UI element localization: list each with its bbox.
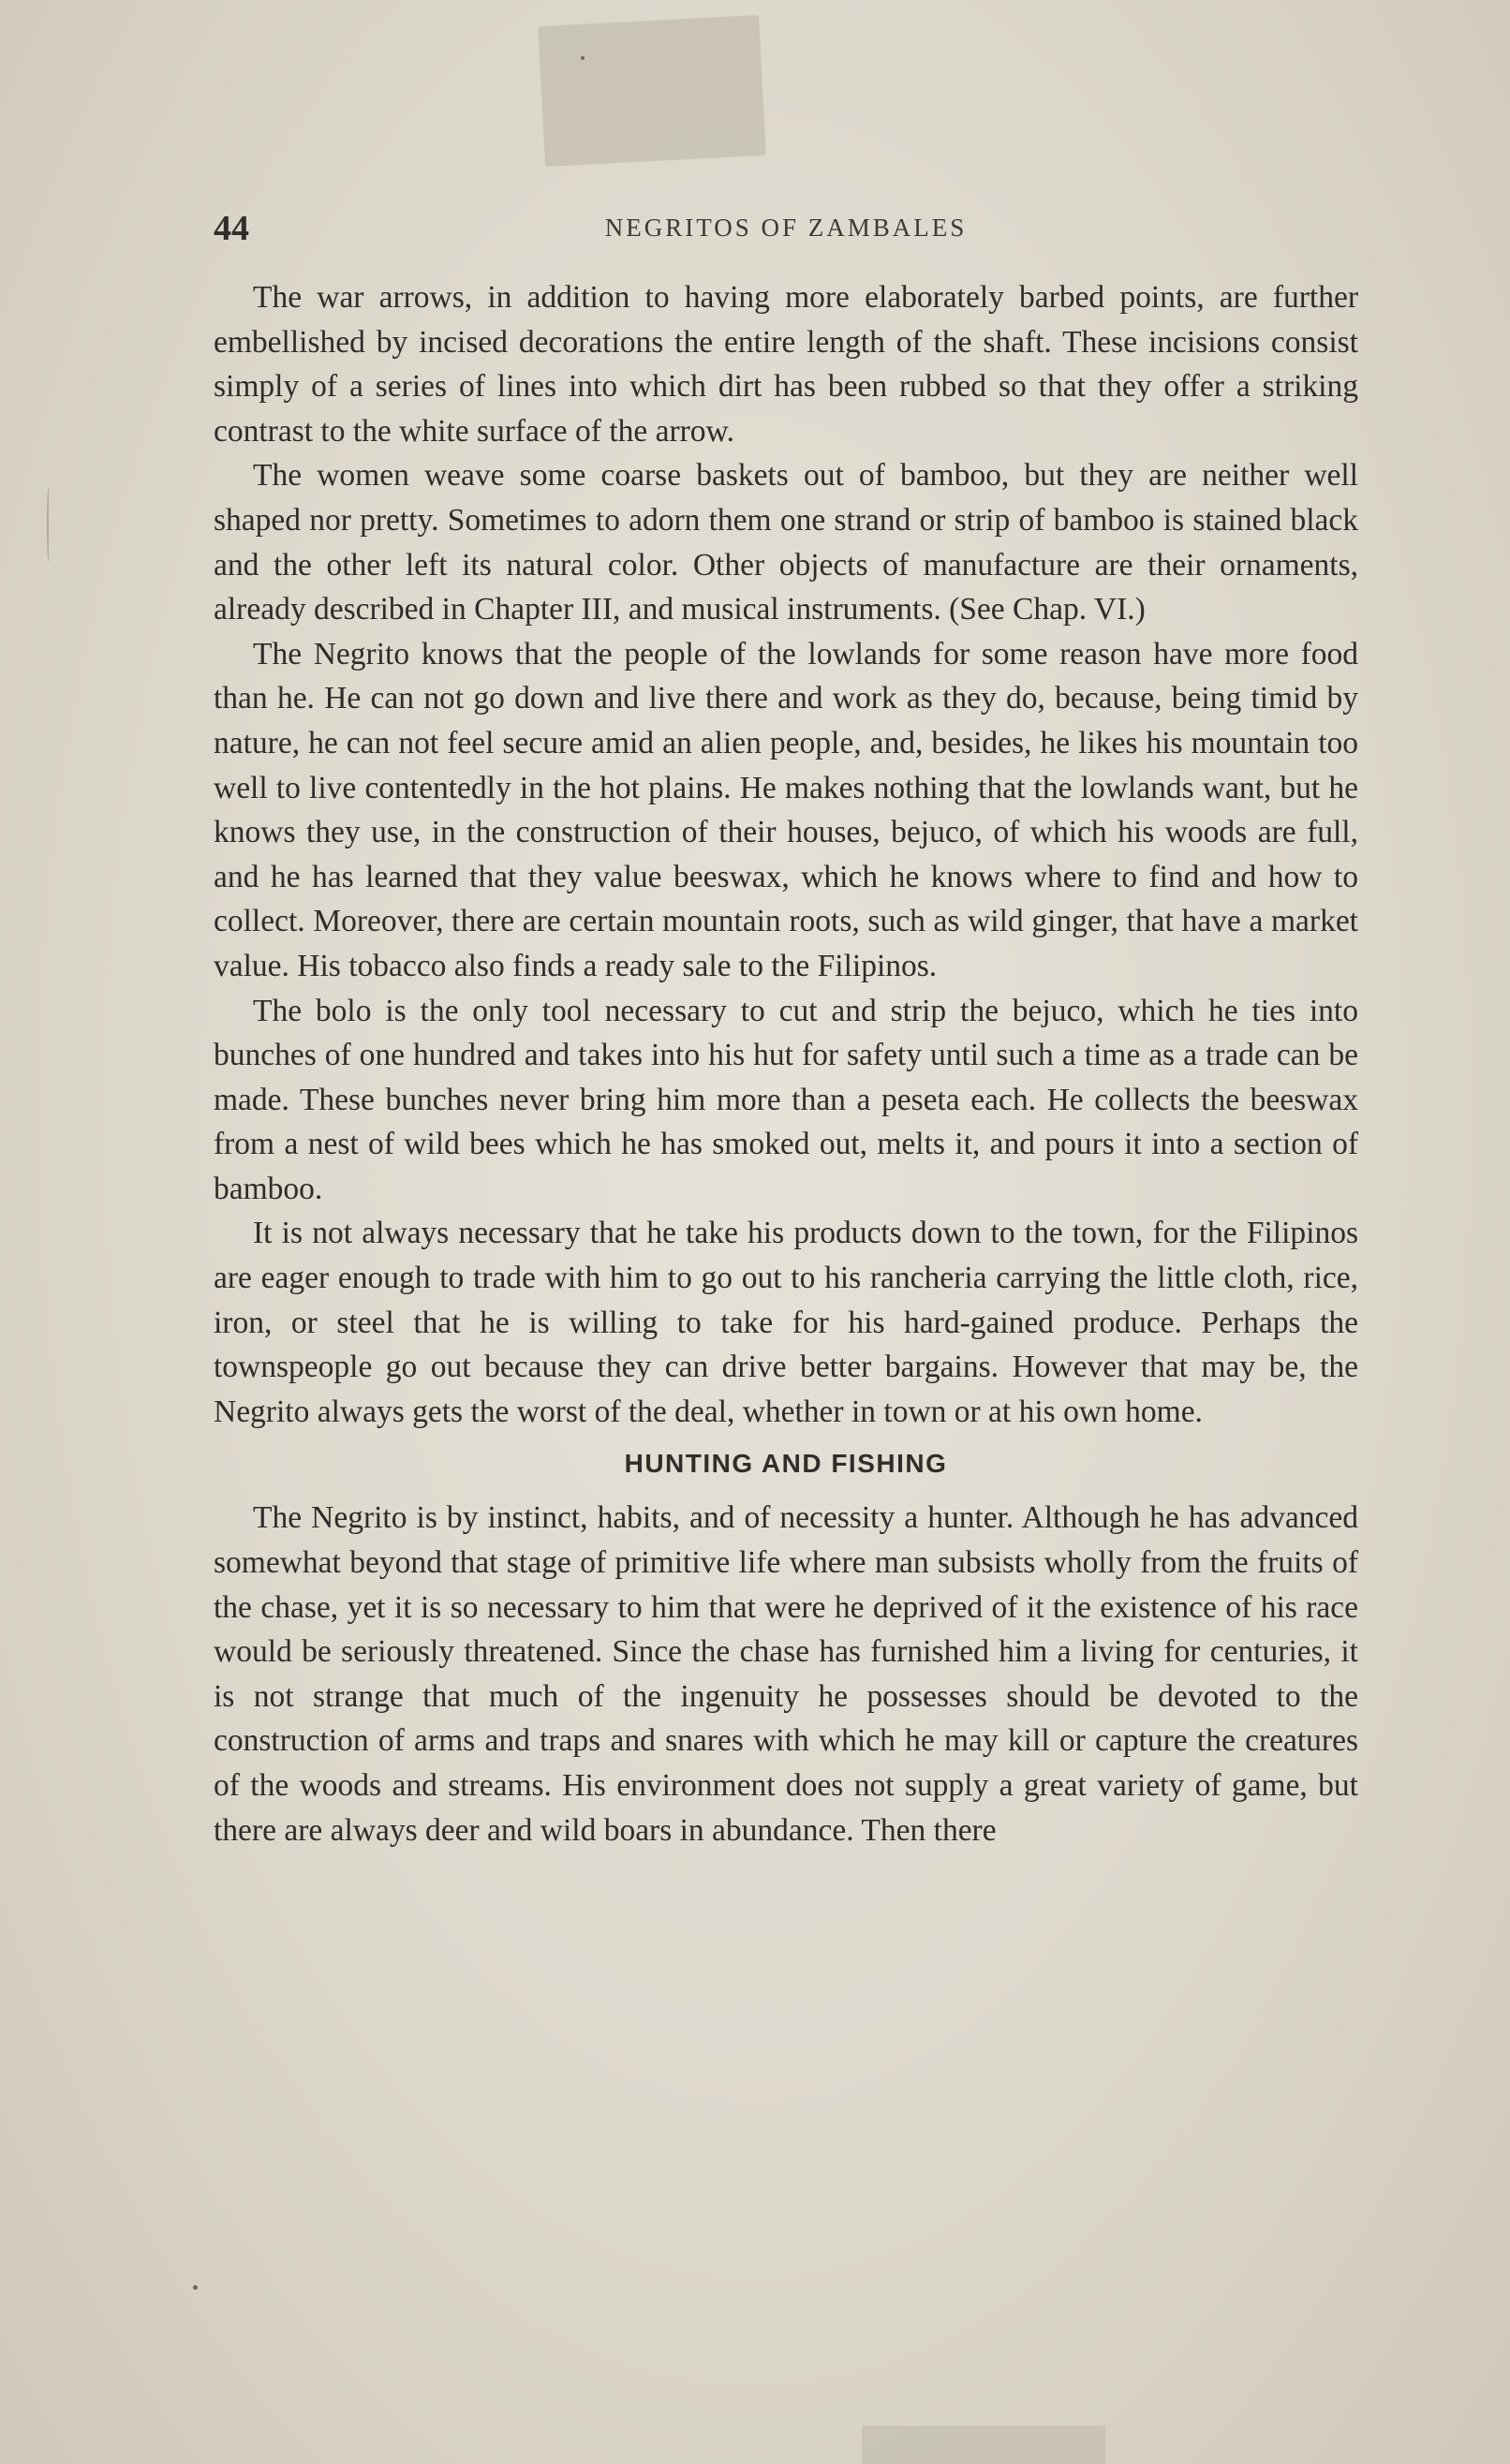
paragraph: The war arrows, in addition to having more elaborately barbed points, are further embellished by incised decorations the entire length of the shaft. These incisions consist simply of a series of lines into which dirt has been rubbed so that they offer a striking contrast to the white surface of the arrow.: [214, 280, 1358, 449]
tape-remnant-bottom: [862, 2426, 1105, 2464]
ink-speck: [581, 56, 585, 60]
paragraph: It is not always necessary that he take his products down to the town, for the Filipinos are eager enough to trade with him to go out to his rancheria carrying the little cloth, rice, iron, or steel that he is willing to take for his hard-gained produce. Perhaps the townspeople go out because they can drive better bargains. However that may be, the Negrito always gets the worst of the deal, whether in town or at his own home.: [214, 1216, 1358, 1429]
paragraph: The Negrito knows that the people of the lowlands for some reason have more food than he. He can not go down and live there and work as they do, because, being timid by nature, he can not feel secure amid an alien people, and, besides, he likes his mountain too well to live contentedly in the hot plains. He makes nothing that the lowlands want, but he knows they use, in the construction of their houses, bejuco, of which his woods are full, and he has learned that they value beeswax, which he knows where to find and how to collect. Moreover, there are certain mountain roots, such as wild ginger, that have a market value. His tobacco also finds a ready sale to the Filipinos.: [214, 636, 1358, 983]
page-header: [214, 208, 1358, 248]
paragraph: The women weave some coarse baskets out of bamboo, but they are neither well shaped nor pretty. Sometimes to adorn them one strand or strip of bamboo is stained black and the other left its natural color. Other objects of manufacture are their ornaments, already described in Chapter III, and musical instruments. (See Chap. VI.): [214, 458, 1358, 627]
section-heading: HUNTING AND FISHING: [624, 1449, 948, 1479]
paragraph: The Negrito is by instinct, habits, and of necessity a hunter. Although he has advanced somewhat beyond that stage of primitive life where man subsists wholly from the fruits of the chase, yet it is so necessary to him that were he deprived of it the existence of his race would be seriously threatened. Since the chase has furnished him a living for centuries, it is not strange that much of the ingenuity he possesses should be devoted to the construction of arms and traps and snares with which he may kill or capture the creatures of the woods and streams. His environment does not supply a great variety of game, but there are always deer and wild boars in abundance. Then there: [214, 1500, 1358, 1848]
body-text: [214, 275, 1358, 1852]
ink-speck: [193, 2285, 198, 2290]
margin-mark: [47, 487, 52, 562]
tape-remnant-top: [538, 15, 766, 167]
page-number: 44: [214, 209, 249, 248]
running-title: NEGRITOS OF ZAMBALES: [604, 214, 968, 242]
paragraph: The bolo is the only tool necessary to cut and strip the bejuco, which he ties into bunches of one hundred and takes into his hut for safety until such a time as a trade can be made. These bunches never bring him more than a peseta each. He collects the beeswax from a nest of wild bees which he has smoked out, melts it, and pours it into a section of bamboo.: [214, 993, 1358, 1206]
